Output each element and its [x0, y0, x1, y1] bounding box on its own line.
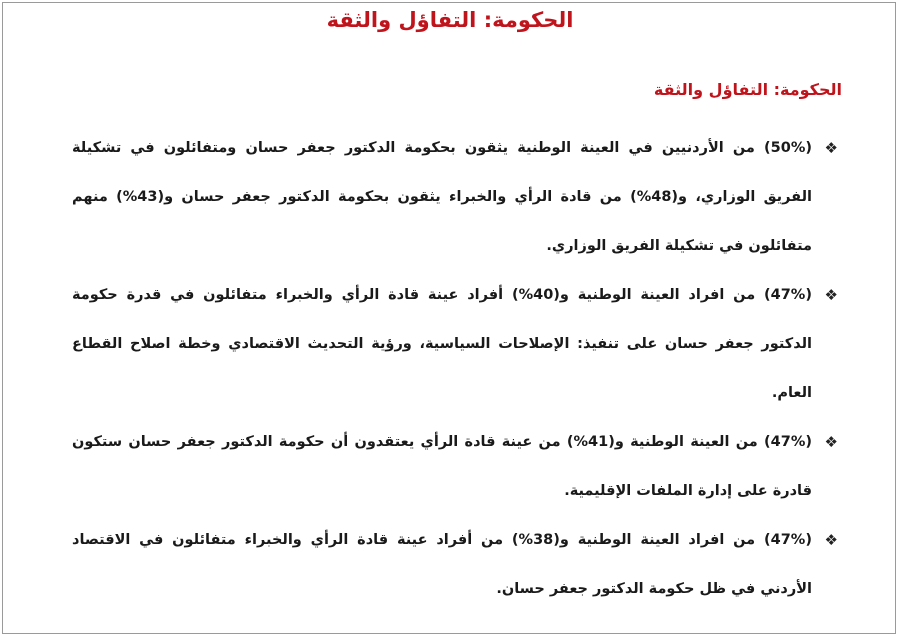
item-text: (47%) من العينة الوطنية و(41%) من عينة قادة الرأي يعتقدون أن حكومة الدكتور جعفر حسان ستكون قادرة على إدارة الملفات الإقليمية.	[72, 434, 812, 499]
item-text: (47%) من افراد العينة الوطنية و(38%) من أفراد عينة قادة الرأي والخبراء متفائلون في الاقتصاد الأردني في ظل حكومة الدكتور جعفر حسان.	[72, 532, 812, 597]
findings-list	[72, 124, 838, 614]
item-text: (50%) من الأردنيين في العينة الوطنية يثقون بحكومة الدكتور جعفر حسان ومتفائلون في تشكيلة الفريق الوزاري، و(48%) من قادة الرأي والخبراء يثقون بحكومة الدكتور جعفر حسان و(43%) منهم متفائلون في تشكيلة الفريق الوزاري.	[72, 140, 813, 254]
list-item	[72, 124, 838, 271]
diamond-bullet-icon: ❖	[824, 433, 838, 451]
diamond-bullet-icon: ❖	[824, 531, 838, 549]
section-heading: الحكومة: التفاؤل والثقة	[653, 80, 842, 99]
list-item	[72, 516, 838, 614]
item-text: (47%) من افراد العينة الوطنية و(40%) أفراد عينة قادة الرأي والخبراء متفائلون في قدرة حكومة الدكتور جعفر حسان على تنفيذ: الإصلاحات السياسية، ورؤية التحديث الاقتصادي وخطة اصلاح القطاع العام.	[72, 287, 812, 401]
list-item	[72, 418, 838, 516]
diamond-bullet-icon: ❖	[824, 139, 838, 157]
page-title: الحكومة: التفاؤل والثقة	[326, 8, 574, 32]
diamond-bullet-icon: ❖	[824, 286, 838, 304]
list-item	[72, 271, 838, 418]
